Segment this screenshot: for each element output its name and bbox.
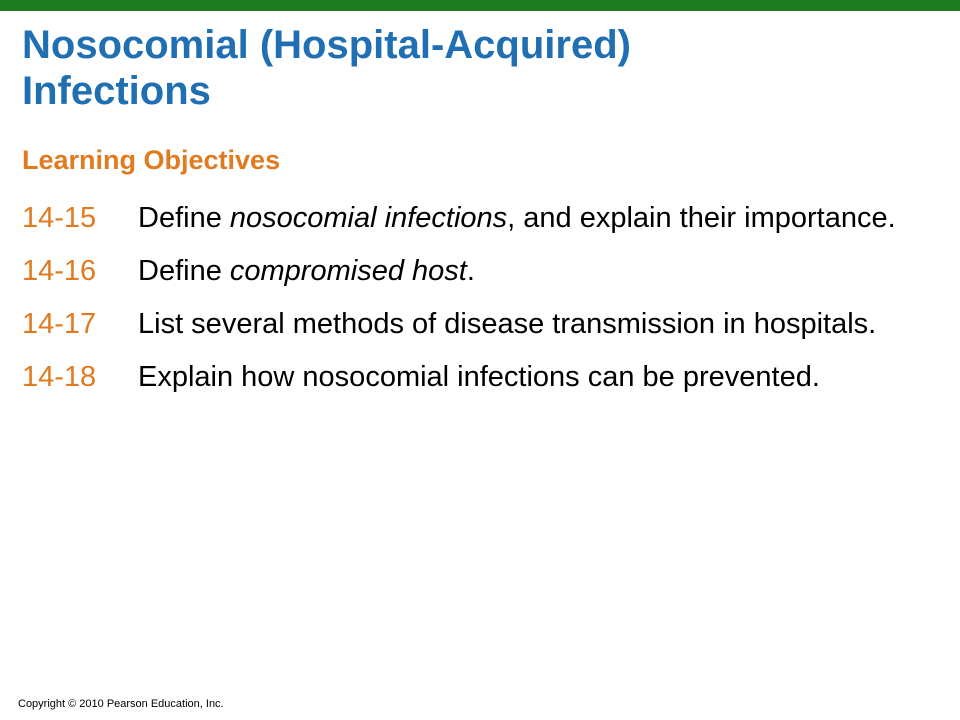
objective-code: 14-17 [22, 308, 97, 340]
objective-text-part: , and explain their importance. [507, 202, 896, 234]
objective-item [22, 253, 932, 289]
objective-text-part: . [466, 255, 475, 287]
objective-item [22, 359, 932, 395]
objective-text [138, 200, 932, 236]
objective-code: 14-16 [22, 255, 97, 287]
objective-text: List several methods of disease transmission in hospitals. [138, 308, 877, 340]
slide-title [22, 22, 922, 114]
objective-term: compromised host [229, 255, 467, 287]
objective-term: nosocomial infections [229, 202, 508, 234]
objective-text: Explain how nosocomial infections can be prevented. [138, 361, 820, 393]
slide-title-line-1: Nosocomial (Hospital-Acquired) [22, 23, 631, 67]
slide-title-line-2: Infections [22, 69, 211, 113]
section-subtitle: Learning Objectives [22, 145, 281, 175]
copyright-notice: Copyright © 2010 Pearson Education, Inc. [18, 698, 224, 710]
objective-text-part: Define [138, 255, 230, 287]
objective-text [138, 253, 932, 289]
objective-item [22, 200, 932, 236]
top-accent-bar [0, 0, 960, 11]
objective-code: 14-18 [22, 361, 97, 393]
objective-item [22, 306, 932, 342]
objective-code: 14-15 [22, 202, 97, 234]
objective-text-part: Define [138, 202, 230, 234]
objectives-list [22, 200, 932, 412]
